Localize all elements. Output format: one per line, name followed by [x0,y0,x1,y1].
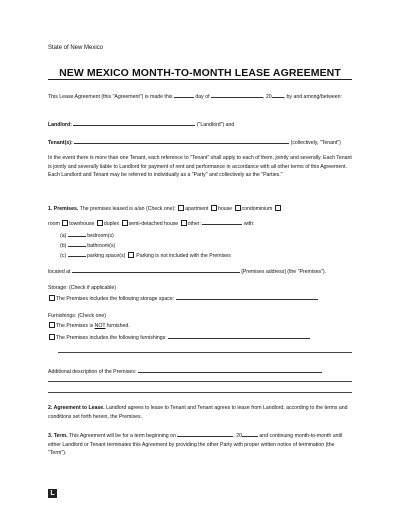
term-start-field[interactable] [177,431,233,437]
duplex-checkbox[interactable] [97,220,103,226]
located-at-label: located at [48,269,71,275]
house-label: house [217,206,233,212]
parking-label: parking space(s) [86,253,126,259]
intro-text-d: , by and among/between: [283,94,342,100]
intro-text-a: This Lease Agreement (this "Agreement") is made this [48,94,173,100]
term-paragraph [48,431,352,458]
furnishings-heading: Furnishings: (Check one) [48,313,106,319]
term-text-a: This Agreement will be for a term beginning on [68,433,176,439]
additional-row [48,367,352,377]
furnished-checkbox[interactable] [49,334,55,340]
landlord-name-field[interactable] [73,120,195,126]
no-parking-label: Parking is not included with the Premises [136,253,231,259]
row1-end-checkbox[interactable] [275,205,281,211]
additional-field[interactable] [138,367,322,373]
multi-tenant-paragraph: In the event there is more than one Tenant, each reference to "Tenant" shall apply to each of them, jointly and severally. Each Tenant is jointly and severally liable to Landlord for payment of rent and performance in accordance with all other terms of this Agreement. Each Landlord and Tenant may be referred to individually as a "Party" and collectively as the "Parties." [48,155,352,179]
term-text-b: , 20 [233,433,242,439]
agreement-paragraph [48,404,352,421]
storage-checkbox[interactable] [49,295,55,301]
tenant-line [48,138,352,148]
other-label: other: [187,221,201,227]
document-title: NEW MEXICO MONTH-TO-MONTH LEASE AGREEMENT [59,67,341,79]
tenant-label: Tenant(s): [48,140,73,146]
with-label: with: [243,221,255,227]
storage-heading: Storage: (Check if applicable) [48,285,117,291]
unfurnished-text-c: furnished. [106,323,130,329]
parking-row [48,251,352,261]
furnishings-extra-line[interactable] [58,352,352,353]
address-suffix: [Premises address] (the "Premises"). [241,269,327,275]
condominium-checkbox[interactable] [235,205,241,211]
premises-row2 [48,219,352,229]
room-label: room [48,221,60,227]
intro-paragraph [48,92,352,102]
apartment-checkbox[interactable] [178,205,184,211]
term-year-field[interactable] [242,431,258,437]
unfurnished-row [48,322,352,331]
semi-detached-label: semi-detached house [128,221,179,227]
no-parking-checkbox[interactable] [128,252,134,258]
title-divider [48,79,352,80]
address-field[interactable] [72,267,240,273]
not-emphasis: NOT [94,323,106,329]
parking-field[interactable] [68,251,86,257]
tenant-name-field[interactable] [74,138,289,144]
premises-heading: 1. Premises. [48,206,79,212]
sub-c-letter: (c) [60,253,67,259]
bedrooms-field[interactable] [68,231,86,237]
unfurnished-text-a: The Premises is [56,323,94,329]
sub-b-letter: (b) [60,243,67,249]
unfurnished-checkbox[interactable] [49,322,55,328]
tenant-suffix: (collectively, "Tenant") [290,140,341,146]
year-blank[interactable] [272,92,284,98]
landlord-suffix: ("Landlord") and [196,122,235,128]
agreement-text: Landlord agrees to lease to Tenant and Tenant agrees to lease from Landlord, according to the terms and conditions set forth herein, the Premises. [48,405,348,420]
intro-text-b: day of [195,94,210,100]
storage-label: The Premises includes the following storage space: [56,296,175,302]
term-text-c: and continuing month-to-month until either Landlord or Tenant terminates this Agreement by providing the other Party with proper written notice of termination (the "Term"). [48,433,343,457]
bedrooms-label: bedroom(s) [87,233,114,239]
bedrooms-row [48,231,352,241]
bathrooms-row [48,241,352,251]
storage-field[interactable] [176,294,318,300]
day-blank[interactable] [174,92,194,98]
townhouse-checkbox[interactable] [62,220,68,226]
other-checkbox[interactable] [181,220,187,226]
intro-text-c: , 20 [263,94,272,100]
bathrooms-label: bathroom(s) [87,243,116,249]
townhouse-label: townhouse [69,221,95,227]
condominium-label: condominium [241,206,273,212]
apartment-label: apartment [185,206,209,212]
premises-row1 [48,205,352,214]
furnished-row [48,333,352,343]
brand-logo: L [48,489,57,498]
premises-lead: The premises leased is a/an (Check one): [79,206,176,212]
month-blank[interactable] [211,92,263,98]
additional-line-3[interactable] [48,392,352,393]
landlord-label: Landlord: [48,122,72,128]
furnishings-field[interactable] [168,333,310,339]
semi-detached-checkbox[interactable] [122,220,128,226]
landlord-line [48,120,352,130]
additional-label: Additional description of the Premises: [48,369,137,375]
furnished-label: The Premises includes the following furnishings: [56,335,167,341]
storage-row [48,294,352,304]
state-label: State of New Mexico [48,45,104,51]
additional-line-2[interactable] [48,381,352,382]
agreement-heading: 2. Agreement to Lease. [48,405,105,411]
other-field[interactable] [202,219,242,225]
term-heading: 3. Term. [48,433,68,439]
sub-a-letter: (a) [60,233,67,239]
duplex-label: duplex [103,221,120,227]
address-row [48,267,352,277]
bathrooms-field[interactable] [68,241,86,247]
house-checkbox[interactable] [211,205,217,211]
